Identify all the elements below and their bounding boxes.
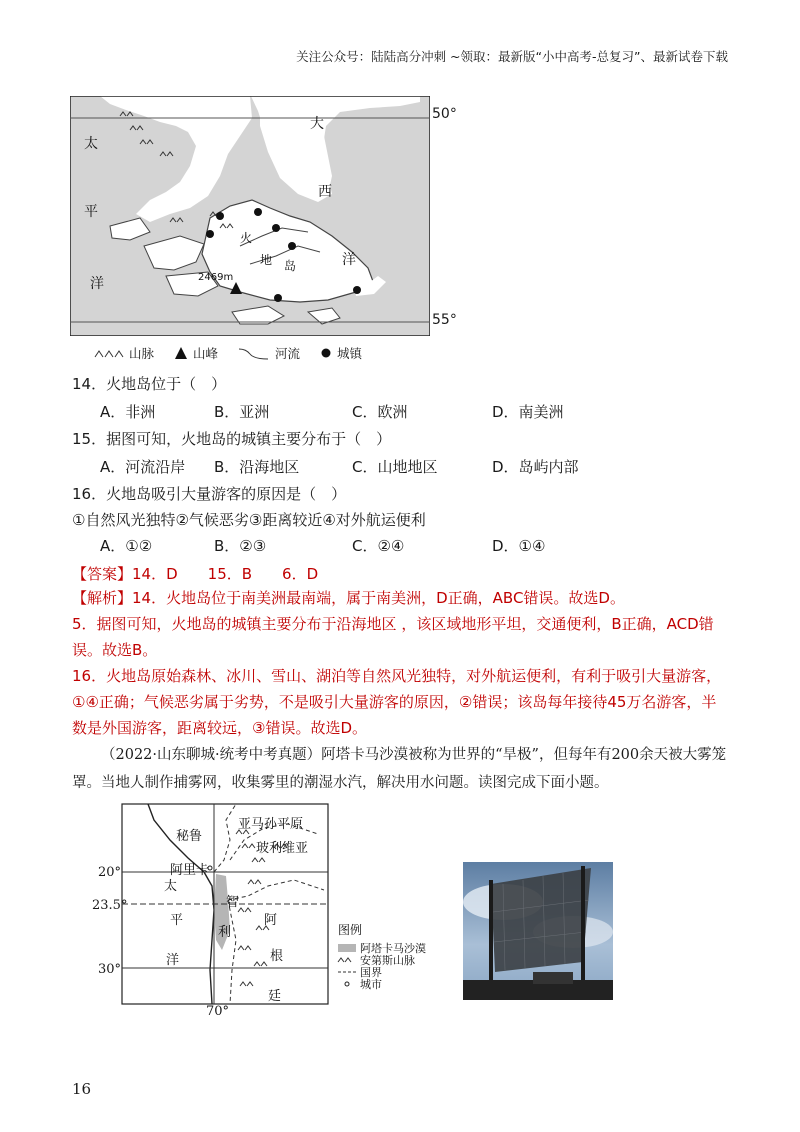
svg-text:洋: 洋 bbox=[166, 953, 180, 968]
lat-50-label: 50° bbox=[432, 106, 457, 122]
q14-stem: 14．火地岛位于（ ） bbox=[72, 375, 227, 393]
svg-text:阿塔卡马沙漠: 阿塔卡马沙漠 bbox=[360, 942, 426, 955]
svg-text:玻利维亚: 玻利维亚 bbox=[256, 841, 309, 856]
lat-23-5-label: 23.5° bbox=[92, 898, 128, 913]
svg-text:廷: 廷 bbox=[268, 989, 282, 1004]
page-header: 关注公众号：陆陆高分冲刺 ~领取：最新版“小中高考-总复习”、最新试卷下载 bbox=[296, 49, 728, 64]
atacama-map bbox=[118, 800, 438, 1015]
lat-20-label: 20° bbox=[98, 865, 122, 880]
svg-text:秘鲁: 秘鲁 bbox=[176, 829, 203, 844]
svg-text:岛: 岛 bbox=[284, 259, 297, 273]
svg-text:城市: 城市 bbox=[360, 978, 382, 991]
svg-text:洋: 洋 bbox=[342, 252, 356, 268]
mountain-icon bbox=[94, 348, 124, 358]
lat-30-label: 30° bbox=[98, 962, 122, 977]
svg-text:国界: 国界 bbox=[360, 966, 382, 979]
analysis-p3: 16．火地岛原始森林、冰川、雪山、湖泊等自然风光独特，对外航运便利，有利于吸引大量游客，①④正确；气候恶劣属于劣势，不是吸引大量游客的原因，②错误；该岛每年接待45万名游客，半数是外国游客，距离较远，③错误。故选D。 bbox=[72, 667, 722, 737]
svg-text:2469m: 2469m bbox=[198, 272, 234, 283]
river-icon bbox=[238, 346, 270, 360]
q16-items: ①自然风光独特②气候恶劣③距离较近④对外航运便利 bbox=[72, 511, 426, 529]
svg-text:阿: 阿 bbox=[264, 913, 278, 928]
svg-text:平: 平 bbox=[84, 204, 98, 220]
analysis-p2: 5．据图可知，火地岛的城镇主要分布于沿海地区 ，该区域地形平坦，交通便利，B正确，ACD错误。故选B。 bbox=[72, 615, 714, 659]
svg-text:亚马孙平原: 亚马孙平原 bbox=[238, 817, 304, 832]
svg-text:洋: 洋 bbox=[90, 276, 104, 292]
intro-paragraph: （2022·山东聊城·统考中考真题）阿塔卡马沙漠被称为世界的“旱极”，但每年有200余天被大雾笼罩。当地人制作捕雾网，收集雾里的潮湿水汽，解决用水问题。读图完成下面小题。 bbox=[72, 747, 727, 791]
svg-text:安第斯山脉: 安第斯山脉 bbox=[360, 954, 415, 967]
page-number: 16 bbox=[72, 1080, 92, 1098]
svg-text:平: 平 bbox=[170, 913, 184, 928]
lon-70-label: 70° bbox=[206, 1004, 230, 1019]
svg-text:智: 智 bbox=[226, 895, 240, 910]
q15-stem: 15．据图可知，火地岛的城镇主要分布于（ ） bbox=[72, 430, 392, 448]
map1-label-atlantic: 大 bbox=[310, 116, 324, 132]
svg-text:地: 地 bbox=[260, 253, 273, 267]
svg-text:阿里卡: 阿里卡 bbox=[170, 863, 210, 878]
fog-net-photo bbox=[463, 862, 613, 1000]
map1-label-pacific: 太 bbox=[84, 136, 98, 152]
analysis-p1: 【解析】14．火地岛位于南美洲最南端，属于南美洲，D正确，ABC错误。故选D。 bbox=[72, 589, 625, 607]
tierra-del-fuego-map bbox=[70, 96, 430, 336]
map1-label-island: 火 bbox=[240, 231, 253, 245]
svg-text:西: 西 bbox=[318, 184, 332, 200]
answer-line: 【答案】14．D 15．B 6．D bbox=[72, 565, 319, 583]
town-icon bbox=[320, 347, 332, 359]
svg-text:根: 根 bbox=[270, 949, 284, 964]
lat-55-label: 55° bbox=[432, 312, 457, 328]
peak-icon bbox=[174, 346, 188, 360]
map1-legend: 山脉 山峰 河流 城镇 bbox=[94, 344, 382, 362]
svg-text:图例: 图例 bbox=[338, 923, 363, 937]
svg-text:利: 利 bbox=[218, 925, 232, 940]
q16-stem: 16．火地岛吸引大量游客的原因是（ ） bbox=[72, 485, 347, 503]
svg-text:太: 太 bbox=[164, 879, 178, 894]
